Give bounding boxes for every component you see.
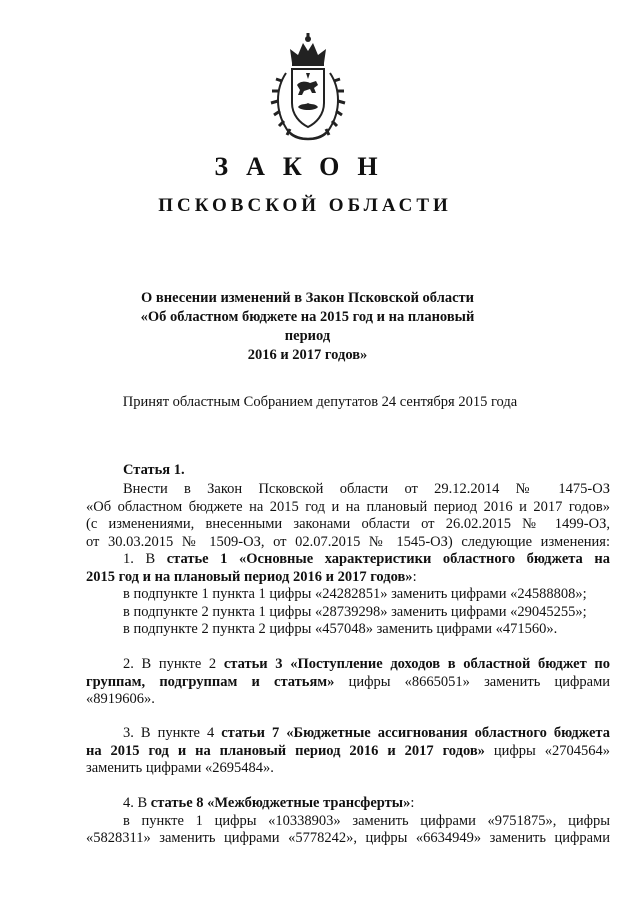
item-bold-text: группам, подгруппам и статьям» (86, 673, 335, 690)
item-4-heading (86, 795, 610, 813)
item-colon: : (410, 795, 415, 811)
coat-of-arms-emblem (268, 33, 348, 145)
item-1 (86, 551, 610, 639)
change-line: в пункте 1 цифры «10338903» заменить цифрами «9751875», цифры (123, 812, 610, 829)
intro-line: Внести в Закон Псковской области от 29.12.2014 № 1475-ОЗ (123, 481, 610, 497)
item-1-heading-cont (86, 569, 610, 587)
item-bold-text: 2015 год и на плановый период 2016 и 2017 годов» (86, 568, 413, 585)
item-3-line: заменить цифрами «2695484». (86, 760, 274, 776)
item-bold-text: статье 8 «Межбюджетные трансферты» (150, 795, 411, 811)
item-2-line: «8919606». (86, 691, 155, 707)
item-bold-text: статье 1 «Основные характеристики областного бюджета на (166, 551, 610, 567)
item-prefix: 1. В (123, 551, 167, 567)
item-1-heading (86, 551, 610, 569)
item-prefix: 2. В пункте 2 (123, 656, 224, 672)
item-2-line (86, 656, 610, 674)
adoption-note: Принят областным Собранием депутатов 24 сентября 2015 года (122, 394, 518, 410)
document-issuer: ПСКОВСКОЙ ОБЛАСТИ (158, 195, 452, 216)
intro-line: «Об областном бюджете на 2015 год и на плановый период 2016 и 2017 годов» (86, 498, 610, 515)
subtitle-line: 2016 и 2017 годов» (247, 347, 368, 363)
item-4 (86, 795, 610, 848)
intro-line: от 30.03.2015 № 1509-ОЗ, от 02.07.2015 № 1545-ОЗ) следующие изменения: (86, 533, 610, 550)
item-3-line (86, 743, 610, 761)
item-colon: : (412, 568, 417, 585)
item-prefix: 4. В (123, 795, 151, 811)
change-line: в подпункте 1 пункта 1 цифры «24282851» заменить цифрами «24588808»; (123, 586, 587, 602)
change-line: в подпункте 2 пункта 2 цифры «457048» заменить цифрами «471560». (123, 621, 558, 637)
change-line: в подпункте 2 пункта 1 цифры «28739298» заменить цифрами «29045255»; (123, 603, 587, 620)
article-intro (86, 481, 610, 551)
item-2-line (86, 674, 610, 692)
item-bold-text: статьи 3 «Поступление доходов в областной бюджет по (223, 656, 610, 672)
item-bold-text: на 2015 год и на плановый период 2016 и 2017 годов» (86, 742, 485, 759)
subtitle-line: «Об областном бюджете на 2015 год и на плановый период (140, 309, 475, 344)
item-prefix: 3. В пункте 4 (123, 725, 222, 741)
item-text: цифры «2704564» (484, 742, 610, 759)
subtitle-line: О внесении изменений в Закон Псковской области (141, 290, 474, 306)
item-bold-text: статьи 7 «Бюджетные ассигнования областного бюджета (221, 725, 610, 741)
article-heading: Статья 1. (123, 462, 185, 478)
law-subtitle (120, 289, 495, 365)
item-3-line (86, 725, 610, 743)
item-3 (86, 725, 610, 778)
item-text: цифры «8665051» заменить цифрами (334, 673, 610, 690)
change-line: «5828311» заменить цифрами «5778242», цифры «6634949» заменить цифрами (86, 830, 610, 846)
intro-line: (с изменениями, внесенными законами области от 26.02.2015 № 1499-ОЗ, (86, 516, 610, 532)
document-title: ЗАКОН (214, 152, 396, 181)
item-2 (86, 656, 610, 709)
